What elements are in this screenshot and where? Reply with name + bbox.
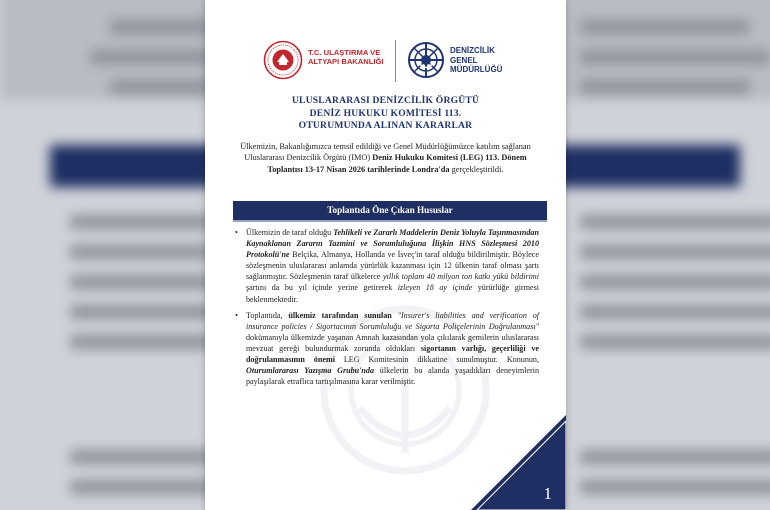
intro-paragraph: Ülkemizin, Bakanlığımızca temsil edildiği ve Genel Müdürlüğümüzce katılım sağlanan Uluslararası Denizcilik Örgütü (IMO) Deniz Hukuku Komitesi (LEG) 113. Dönem Toplantısı 13-17 Nisan 2026 tarihlerinde Londra'da gerçekleştirildi.	[240, 142, 531, 174]
list-item: • Toplantıda, ülkemiz tarafından sunulan "Insurer's liabilities and verification of insurance policies / Sigortacının Sorumluluğu ve Sigorta Poliçelerinin Doğrulanması" dokümanıyla ülkemizde yaşanan Amnah kazasından yola çıkılarak gemilerin uluslararası mevzuat gereği bulundurmak zorunda oldukları sigortanın varlığı, geçerliliği ve doğrulanmasının önemi LEG Komitesinin dikkatine sunulmuştur. Konunun, Oturumlararası Yazışma Grubu'nda ülkelerin bu alanda yaşadıkları deneyimlerin paylaşılarak etraflıca tartışılmasına karar verilmiştir.	[235, 310, 539, 387]
list-item: • Ülkemizin de taraf olduğu Tehlikeli ve Zararlı Maddelerin Deniz Yoluyla Taşınmasından Kaynaklanan Zararın Tazmini ve Sorumluluğuna İlişkin HNS Sözleşmesi 2010 Protokolü'ne Belçika, Almanya, Hollanda ve İsveç'in taraf olduğu bildirilmiştir. Böylece sözleşmenin uluslararası anlamda yürürlük kazanması için 12 ülkenin taraf olması şartı sağlanmıştır. Sözleşmenin taraf ülkelerce yıllık toplam 40 milyon ton katkı yükü bildirimi şartını da bu yıl içinde yerine getirerek izleyen 18 ay içinde yürürlüğe girmesi beklenmektedir.	[235, 228, 539, 304]
title-line2: DENİZ HUKUKU KOMİTESİ 113.	[309, 107, 462, 119]
dgm-emblem-icon	[406, 40, 446, 80]
page-title	[225, 95, 546, 133]
dgm-name-line1: DENİZCİLİK	[450, 46, 495, 55]
logo-divider	[395, 40, 396, 82]
section-heading-underline	[233, 220, 547, 222]
ministry-emblem-icon	[263, 40, 303, 80]
highlights-list	[233, 227, 539, 387]
document-page	[205, 0, 566, 510]
ministry-name-line1: T.C. ULAŞTIRMA VE	[308, 48, 381, 57]
dgm-name-line2: GENEL	[450, 55, 478, 65]
header-logos	[205, 38, 566, 84]
title-line3: OTURUMUNDA ALINAN KARARLAR	[298, 120, 473, 131]
title-line1: ULUSLARARASI DENİZCİLİK ÖRGÜTÜ	[291, 95, 480, 106]
page-number: 1	[543, 484, 552, 503]
ministry-name	[308, 48, 384, 66]
section-heading: Toplantıda Öne Çıkan Hususlar	[233, 201, 547, 220]
ministry-name-line2: ALTYAPI BAKANLIĞI	[308, 57, 384, 66]
dgm-name-line3: MÜDÜRLÜĞÜ	[450, 65, 503, 74]
dgm-name	[450, 46, 502, 75]
